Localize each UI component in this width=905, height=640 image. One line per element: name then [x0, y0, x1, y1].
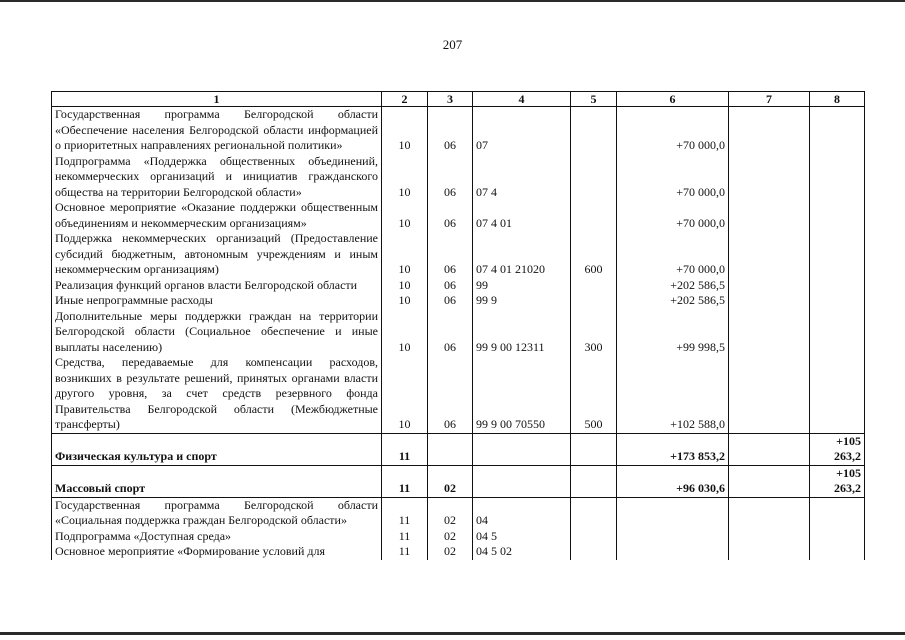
row-target-code	[473, 465, 571, 497]
row-subsection: 02	[428, 544, 473, 560]
row-section: 10	[382, 355, 428, 433]
row-subsection: 02	[428, 529, 473, 545]
table-row	[52, 278, 865, 294]
header-col-7: 7	[729, 92, 810, 107]
row-name: Реализация функций органов власти Белгородской области	[52, 278, 382, 294]
row-expense-type: 300	[571, 309, 617, 356]
row-name: Средства, передаваемые для компенсации расходов, возникших в результате решений, принятых органами власти другого уровня, за счет средств резервного фонда Правительства Белгородской области (Межбюджетные трансферты)	[52, 355, 382, 433]
row-amount-col7	[729, 529, 810, 545]
row-amount-col7	[729, 544, 810, 560]
row-amount-col7	[729, 278, 810, 294]
row-name: Основное мероприятие «Оказание поддержки общественным объединениям и некоммерческим организациям»	[52, 200, 382, 231]
row-amount-col7	[729, 107, 810, 154]
row-subsection: 06	[428, 154, 473, 201]
row-name: Подпрограмма «Доступная среда»	[52, 529, 382, 545]
row-amount: +96 030,6	[617, 465, 729, 497]
row-amount-col8	[810, 107, 865, 154]
row-amount-col8: +105 263,2	[810, 433, 865, 465]
row-target-code: 07 4 01 21020	[473, 231, 571, 278]
row-target-code: 99 9	[473, 293, 571, 309]
row-section: 10	[382, 107, 428, 154]
row-amount-col7	[729, 293, 810, 309]
budget-table	[51, 91, 865, 560]
table-row	[52, 231, 865, 278]
row-section: 11	[382, 497, 428, 529]
row-subsection: 02	[428, 497, 473, 529]
row-amount-col8	[810, 355, 865, 433]
row-amount: +202 586,5	[617, 278, 729, 294]
row-subsection: 06	[428, 231, 473, 278]
row-section: 11	[382, 433, 428, 465]
table-row	[52, 107, 865, 154]
row-amount-col8	[810, 497, 865, 529]
row-subsection: 02	[428, 465, 473, 497]
table-row	[52, 529, 865, 545]
row-expense-type: 500	[571, 355, 617, 433]
row-amount: +173 853,2	[617, 433, 729, 465]
row-amount-col7	[729, 433, 810, 465]
row-amount: +70 000,0	[617, 154, 729, 201]
row-section: 10	[382, 278, 428, 294]
row-expense-type	[571, 200, 617, 231]
row-amount-col8	[810, 278, 865, 294]
row-amount-col7	[729, 231, 810, 278]
row-section: 11	[382, 544, 428, 560]
row-subsection: 06	[428, 355, 473, 433]
table-row	[52, 293, 865, 309]
row-expense-type	[571, 107, 617, 154]
scan-top-edge	[0, 0, 905, 2]
row-target-code: 07 4	[473, 154, 571, 201]
row-name: Массовый спорт	[52, 465, 382, 497]
row-amount	[617, 497, 729, 529]
row-amount: +102 588,0	[617, 355, 729, 433]
row-amount-col7	[729, 154, 810, 201]
header-col-8: 8	[810, 92, 865, 107]
row-subsection: 06	[428, 309, 473, 356]
table-row	[52, 497, 865, 529]
row-target-code: 07 4 01	[473, 200, 571, 231]
row-name: Государственная программа Белгородской области «Социальная поддержка граждан Белгородской области»	[52, 497, 382, 529]
row-target-code: 99 9 00 70550	[473, 355, 571, 433]
row-amount-col7	[729, 465, 810, 497]
row-subsection	[428, 433, 473, 465]
row-amount-col7	[729, 497, 810, 529]
row-expense-type: 600	[571, 231, 617, 278]
row-expense-type	[571, 529, 617, 545]
row-amount-col7	[729, 309, 810, 356]
row-section: 11	[382, 529, 428, 545]
row-target-code: 99	[473, 278, 571, 294]
row-target-code	[473, 433, 571, 465]
row-expense-type	[571, 465, 617, 497]
row-name: Дополнительные меры поддержки граждан на территории Белгородской области (Социальное обеспечение и иные выплаты населению)	[52, 309, 382, 356]
row-expense-type	[571, 544, 617, 560]
table-row	[52, 154, 865, 201]
row-name: Поддержка некоммерческих организаций (Предоставление субсидий бюджетным, автономным учреждениям и иным некоммерческим организациям)	[52, 231, 382, 278]
row-amount-col8	[810, 200, 865, 231]
row-target-code: 04 5 02	[473, 544, 571, 560]
row-amount-col8	[810, 309, 865, 356]
row-section: 11	[382, 465, 428, 497]
row-expense-type	[571, 433, 617, 465]
table-row	[52, 309, 865, 356]
row-expense-type	[571, 497, 617, 529]
row-section: 10	[382, 293, 428, 309]
row-expense-type	[571, 154, 617, 201]
header-col-2: 2	[382, 92, 428, 107]
table-header-row	[52, 92, 865, 107]
row-amount-col8	[810, 544, 865, 560]
row-amount	[617, 529, 729, 545]
row-amount: +70 000,0	[617, 231, 729, 278]
table-row	[52, 355, 865, 433]
row-amount: +70 000,0	[617, 107, 729, 154]
row-section: 10	[382, 309, 428, 356]
header-col-5: 5	[571, 92, 617, 107]
row-expense-type	[571, 278, 617, 294]
row-amount-col8	[810, 231, 865, 278]
header-col-3: 3	[428, 92, 473, 107]
row-name: Государственная программа Белгородской области «Обеспечение населения Белгородской области информацией о приоритетных направлениях региональной политики»	[52, 107, 382, 154]
table-row	[52, 544, 865, 560]
row-target-code: 04	[473, 497, 571, 529]
row-target-code: 04 5	[473, 529, 571, 545]
table-row	[52, 200, 865, 231]
header-col-4: 4	[473, 92, 571, 107]
row-subsection: 06	[428, 278, 473, 294]
row-amount-col8	[810, 154, 865, 201]
row-amount: +202 586,5	[617, 293, 729, 309]
row-amount-col7	[729, 355, 810, 433]
row-amount-col7	[729, 200, 810, 231]
row-section: 10	[382, 154, 428, 201]
row-subsection: 06	[428, 200, 473, 231]
row-name: Иные непрограммные расходы	[52, 293, 382, 309]
row-section: 10	[382, 200, 428, 231]
row-target-code: 99 9 00 12311	[473, 309, 571, 356]
header-col-6: 6	[617, 92, 729, 107]
row-amount-col8: +105 263,2	[810, 465, 865, 497]
row-amount: +70 000,0	[617, 200, 729, 231]
row-section: 10	[382, 231, 428, 278]
row-target-code: 07	[473, 107, 571, 154]
page-number: 207	[442, 37, 463, 52]
scan-bottom-edge	[0, 632, 905, 635]
row-amount-col8	[810, 529, 865, 545]
row-subsection: 06	[428, 107, 473, 154]
row-name: Физическая культура и спорт	[52, 433, 382, 465]
row-expense-type	[571, 293, 617, 309]
header-col-1: 1	[52, 92, 382, 107]
table-row	[52, 433, 865, 465]
row-amount	[617, 544, 729, 560]
row-subsection: 06	[428, 293, 473, 309]
row-amount: +99 998,5	[617, 309, 729, 356]
table-row	[52, 465, 865, 497]
row-name: Подпрограмма «Поддержка общественных объединений, некоммерческих организаций и инициатив гражданского общества на территории Белгородской области»	[52, 154, 382, 201]
row-amount-col8	[810, 293, 865, 309]
row-name: Основное мероприятие «Формирование условий для	[52, 544, 382, 560]
